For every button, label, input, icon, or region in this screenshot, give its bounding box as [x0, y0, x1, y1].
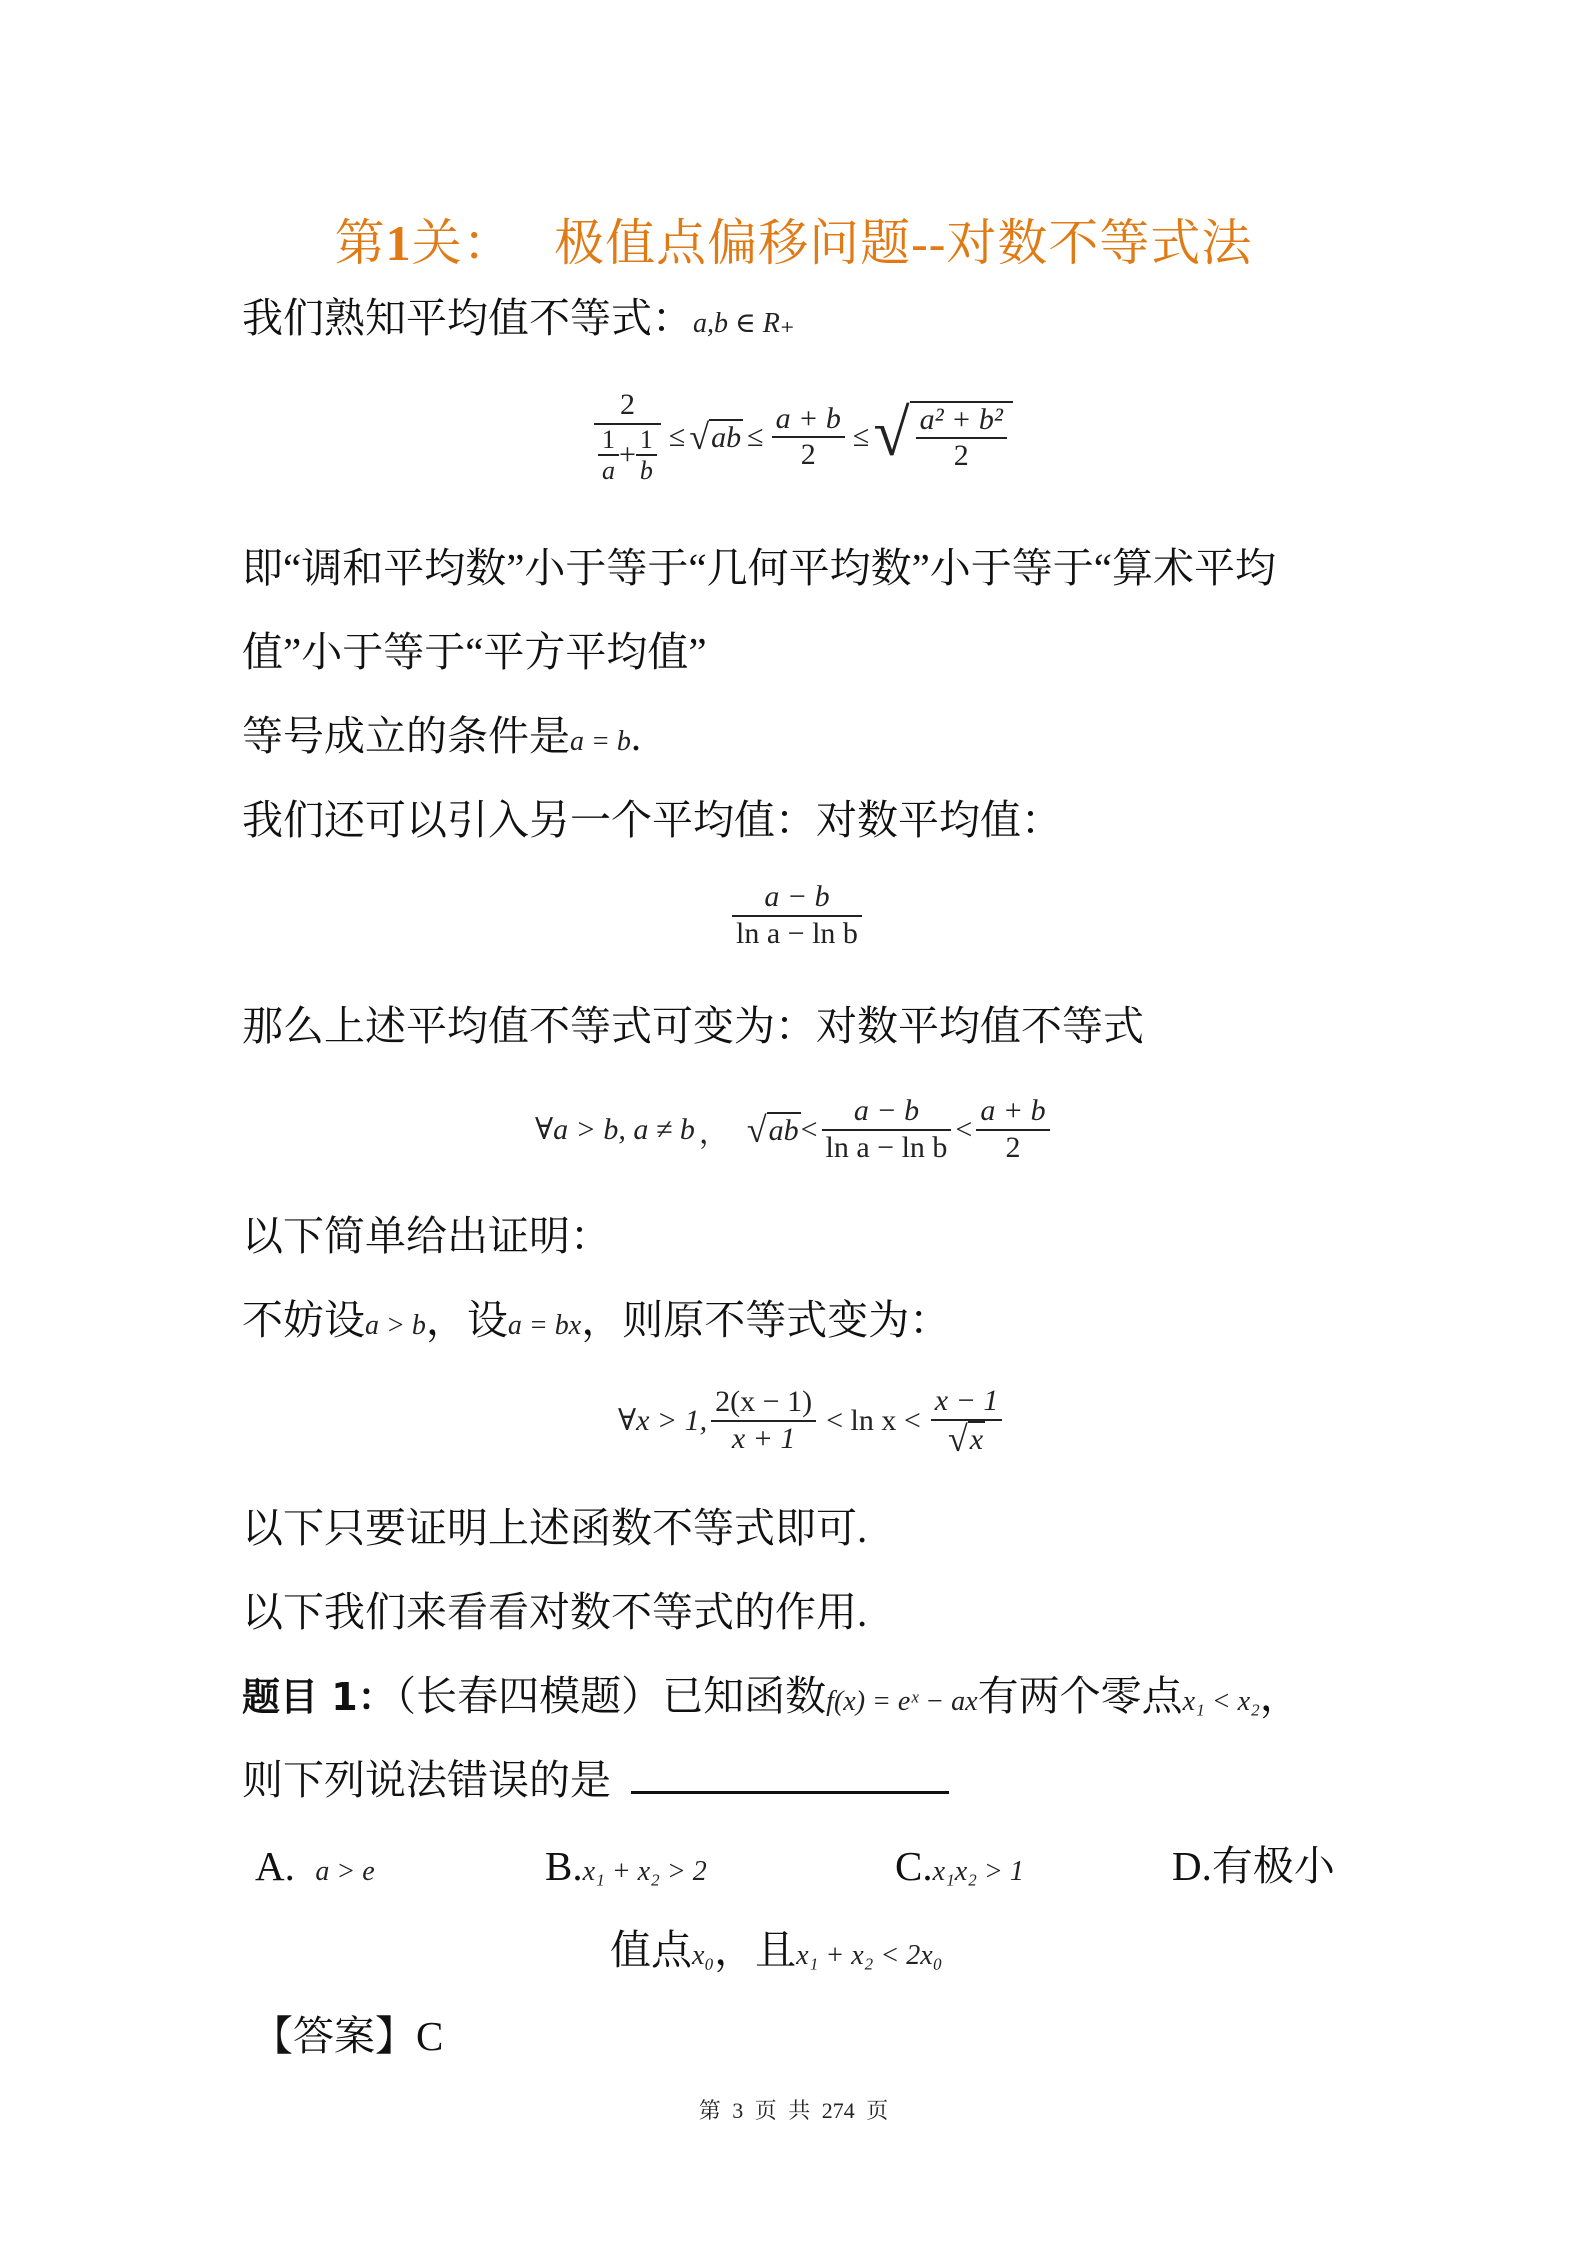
option-math: a > e	[315, 1856, 375, 1887]
quadratic-mean	[873, 396, 1012, 474]
option-d	[1172, 1843, 1335, 1889]
text: 等号成立的条件是	[242, 713, 570, 759]
paragraph-substitution	[242, 1297, 951, 1343]
title-suffix: 关：	[411, 215, 514, 271]
title-prefix: 第	[334, 215, 386, 271]
formula-log-mean-inequality	[535, 1094, 1054, 1165]
num: a + b	[980, 1094, 1046, 1127]
harmonic-numerator: 2	[619, 388, 635, 421]
question-prompt	[242, 1757, 949, 1803]
answer-line	[252, 2013, 444, 2059]
paragraph-log-mean-inequality: 那么上述平均值不等式可变为：对数平均值不等式	[242, 1003, 1144, 1049]
lt-sign: <	[955, 1112, 973, 1146]
option-math: x₁x₂ > 1	[932, 1856, 1024, 1887]
le-sign: ≤	[668, 420, 686, 454]
math: a = b	[570, 726, 631, 757]
math: x₁ + x₂ < 2x₀	[796, 1940, 943, 1971]
formula-mean-inequality	[590, 388, 1013, 486]
option-letter: D.	[1172, 1843, 1212, 1889]
radicand	[910, 401, 1013, 474]
option-c	[895, 1843, 1024, 1889]
math: a = bx	[507, 1310, 582, 1341]
text: ，设	[425, 1297, 508, 1343]
radicand: x	[969, 1422, 984, 1456]
paragraph-prove-suffices: 以下只要证明上述函数不等式即可.	[242, 1505, 868, 1551]
harmonic-mean	[594, 388, 661, 486]
text: 有两个零点	[977, 1673, 1183, 1719]
one-over-b	[636, 425, 657, 487]
den: ln a − ln b	[825, 1130, 948, 1164]
den: x + 1	[731, 1421, 796, 1455]
num: 2(x − 1)	[715, 1385, 813, 1418]
math: a > b	[365, 1310, 426, 1341]
paragraph-mean-names-2: 值”小于等于“平方平均值”	[242, 629, 707, 675]
arithmetic-mean	[976, 1094, 1049, 1165]
paragraph-mean-names-1: 即“调和平均数”小于等于“几何平均数”小于等于“算术平均	[242, 545, 1276, 591]
question-stem	[242, 1673, 1301, 1719]
den: a	[602, 456, 615, 486]
answer-label: 【答案】	[252, 2013, 416, 2059]
middle: < ln x <	[826, 1403, 921, 1437]
paragraph-mean-inequality-intro	[242, 295, 795, 341]
page-footer: 第 3 页 共 274 页	[698, 2098, 889, 2123]
condition: ∀a > b, a ≠ b	[535, 1113, 695, 1146]
condition: ∀x > 1,	[618, 1404, 708, 1437]
num: a + b	[775, 401, 841, 435]
fraction	[916, 403, 1007, 474]
text: ，则原不等式变为：	[581, 1297, 951, 1343]
sqrt-icon: √	[948, 1418, 968, 1459]
num: 1	[639, 424, 653, 454]
log-mean	[822, 1094, 952, 1165]
option-math: x₁ + x₂ > 2	[582, 1856, 707, 1887]
num: a² + b²	[919, 402, 1003, 436]
geometric-mean	[689, 417, 743, 458]
num: 1	[602, 424, 615, 454]
comma: ，	[1259, 1673, 1301, 1719]
text: 不妨设	[242, 1297, 365, 1343]
formula-log-mean	[728, 880, 866, 951]
den: ln a − ln b	[736, 916, 858, 950]
comma: ，	[698, 1116, 729, 1150]
prompt-text: 则下列说法错误的是	[242, 1757, 611, 1803]
geometric-mean	[746, 1109, 801, 1150]
lt-sign: <	[800, 1112, 818, 1146]
le-sign: ≤	[747, 420, 764, 454]
section-title	[0, 203, 1587, 275]
right-fraction	[931, 1384, 1003, 1457]
arithmetic-mean	[772, 402, 845, 473]
den: 2	[953, 439, 969, 473]
option-d-continued	[610, 1927, 943, 1973]
option-letter: B.	[545, 1843, 583, 1889]
question-label: 题目 1：	[242, 1675, 396, 1719]
text: ，且	[714, 1927, 797, 1973]
option-a	[255, 1843, 375, 1889]
harmonic-denominator	[594, 425, 661, 487]
den: b	[639, 456, 653, 486]
den	[944, 1418, 989, 1459]
paragraph-log-mean-intro: 我们还可以引入另一个平均值：对数平均值：	[242, 797, 1062, 843]
one-over-a	[598, 425, 619, 487]
num: a − b	[853, 1094, 920, 1127]
option-b	[545, 1843, 707, 1889]
math-domain: a,b ∈ R₊	[693, 308, 795, 339]
period: .	[630, 713, 642, 759]
answer-value: C	[416, 2013, 444, 2059]
den: 2	[800, 438, 816, 472]
title-text: 极值点偏移问题--对数不等式法	[554, 215, 1253, 271]
den: 2	[1005, 1130, 1021, 1164]
function-math: f(x) = eˣ − ax	[826, 1686, 978, 1717]
math: x₀	[692, 1940, 715, 1971]
paragraph-equality-condition	[242, 713, 642, 759]
text: 值点	[610, 1927, 692, 1973]
log-mean-fraction	[732, 880, 862, 951]
question-source: （长春四模题）已知函数	[395, 1673, 827, 1719]
le-sign: ≤	[852, 420, 870, 454]
option-letter: A.	[255, 1843, 295, 1889]
radicand: ab	[711, 421, 742, 455]
formula-function-inequality	[618, 1384, 1006, 1457]
sqrt-icon: √	[746, 1109, 767, 1150]
option-text: 有极小	[1211, 1843, 1335, 1889]
answer-blank	[631, 1761, 949, 1794]
paragraph-application-intro: 以下我们来看看对数不等式的作用.	[242, 1589, 868, 1635]
option-letter: C.	[895, 1843, 933, 1889]
title-number: 1	[385, 215, 412, 271]
intro-text: 我们熟知平均值不等式：	[242, 295, 693, 341]
radicand: ab	[768, 1113, 799, 1147]
left-fraction	[711, 1385, 816, 1456]
sqrt-icon: √	[873, 396, 910, 470]
num: x − 1	[934, 1384, 999, 1417]
paragraph-proof-intro: 以下简单给出证明：	[242, 1213, 611, 1259]
zeros-math: x₁ < x₂	[1182, 1686, 1260, 1717]
sqrt-icon: √	[689, 417, 710, 458]
plus: +	[619, 438, 636, 472]
num: a − b	[764, 880, 830, 913]
